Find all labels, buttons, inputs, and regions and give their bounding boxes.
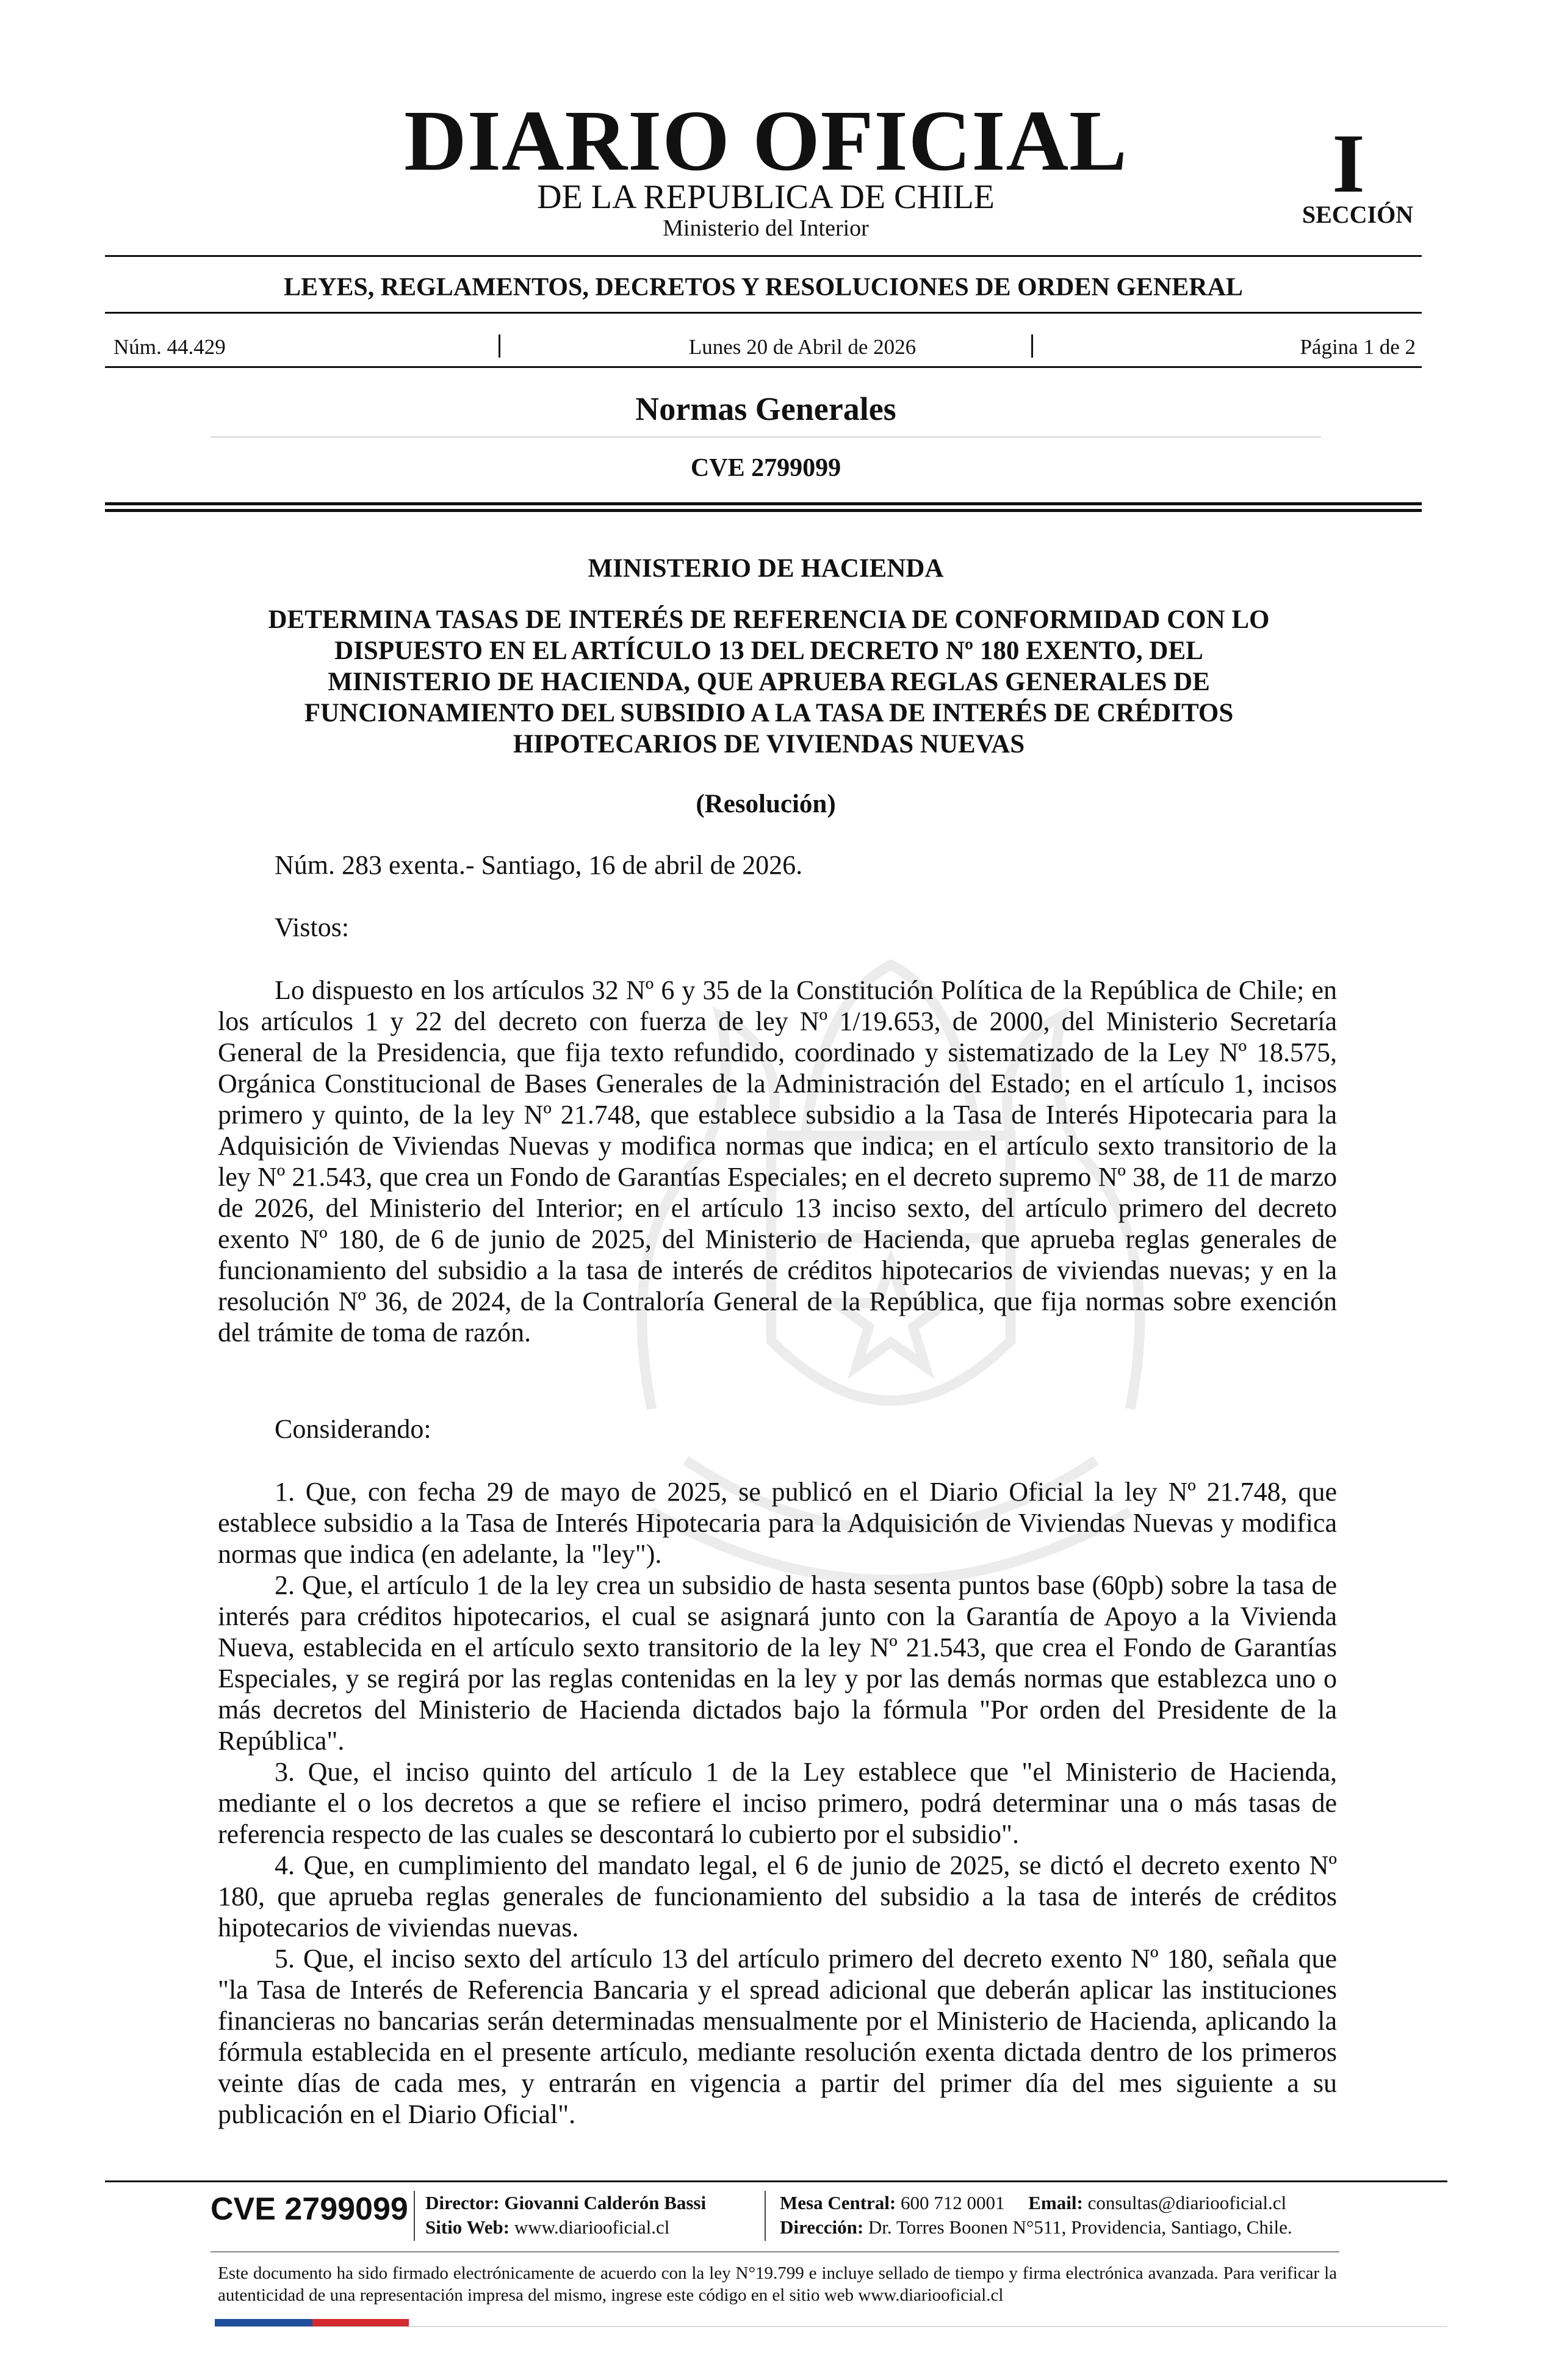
resolution-title-line: FUNCIONAMIENTO DEL SUBSIDIO A LA TASA DE INTERÉS DE CRÉDITOS	[304, 699, 1234, 727]
ministry-heading: MINISTERIO DE HACIENDA	[588, 554, 944, 583]
issue-date: Lunes 20 de Abril de 2026	[688, 335, 917, 359]
footer-director	[425, 2191, 706, 2215]
footer-website	[425, 2216, 669, 2239]
footer-notice-rule	[211, 2251, 1339, 2252]
page-indicator: Página 1 de 2	[1300, 335, 1416, 359]
vistos-paragraph: Lo dispuesto en los artículos 32 Nº 6 y 35 de la Constitución Política de la República de Chile; en los artículos 1 y 22 del decreto con fuerza de ley Nº 1/19.653, de 2000, del Ministerio Secretaría General de la Presidencia, que fija texto refundido, coordinado y sistematizado de la Ley Nº 18.575, Orgánica Constitucional de Bases Generales de la Administración del Estado; en el artículo 1, incisos primero y quinto, de la ley Nº 21.748, que establece subsidio a la Tasa de Interés Hipotecaria para la Adquisición de Viviendas Nuevas y modifica normas que indica; en el artículo sexto transitorio de la ley Nº 21.543, que crea un Fondo de Garantías Especiales; en el decreto supremo Nº 38, de 11 de marzo de 2026, del Ministerio del Interior; en el artículo 13 inciso sexto, del artículo primero del decreto exento Nº 180, de 6 de junio de 2025, del Ministerio de Hacienda, que aprueba reglas generales de funcionamiento del subsidio a la tasa de interés de créditos hipotecarios de viviendas nuevas; y en la resolución Nº 36, de 2024, de la Contraloría General de la República, que fija normas sobre exención del trámite de toma de razón.	[218, 975, 1337, 1347]
issue-number: Núm. 44.429	[113, 335, 226, 359]
footer-website-label: Sitio Web:	[425, 2216, 510, 2238]
footer-director-label: Director:	[425, 2192, 500, 2213]
masthead-ministry: Ministerio del Interior	[663, 215, 869, 241]
meta-separator	[499, 334, 500, 358]
footer-address	[780, 2216, 1292, 2239]
considerandos-list	[218, 1476, 1337, 2130]
resolution-title-line: HIPOTECARIOS DE VIVIENDAS NUEVAS	[513, 730, 1025, 759]
considerando-heading: Considerando:	[275, 1414, 431, 1444]
footer-phone: 600 712 0001	[901, 2192, 1005, 2213]
considerando-item: 5. Que, el inciso sexto del artículo 13 del artículo primero del decreto exento Nº 180, señala que "la Tasa de Interés de Referencia Bancaria y el spread adicional que deberán aplicar las instituciones financieras no bancarias serán determinadas mensualmente por el Ministerio de Hacienda, aplicando la fórmula establecida en el presente artículo, mediante resolución exenta dictada dentro de los primeros veinte días de cada mes, y entrarán en vigencia a partir del primer día del mes siguiente a su publicación en el Diario Oficial".	[218, 1944, 1337, 2129]
resolution-number: Núm. 283 exenta.- Santiago, 16 de abril de 2026.	[275, 850, 803, 880]
footer-cve-code: CVE 2799099	[211, 2191, 408, 2227]
footer-divider	[765, 2191, 766, 2241]
considerando-item: 2. Que, el artículo 1 de la ley crea un subsidio de hasta sesenta puntos base (60pb) sobre la tasa de interés para créditos hipotecarios, el cual se asignará junto con la Garantía de Apoyo a la Vivienda Nueva, establecida en el artículo sexto transitorio de la ley Nº 21.543, que crea el Fondo de Garantías Especiales, y se regirá por las reglas contenidas en la ley y por las demás normas que establezca uno o más decretos del Ministerio de Hacienda dictados bajo la fórmula "Por orden del Presidente de la República".	[218, 1570, 1337, 1756]
footer-email-link[interactable]: consultas@diariooficial.cl	[1087, 2192, 1287, 2213]
section-title-underline	[211, 436, 1321, 438]
resolution-title-line: DISPUESTO EN EL ARTÍCULO 13 DEL DECRETO Nº 180 EXENTO, DEL	[334, 636, 1203, 665]
section-label: SECCIÓN	[1302, 201, 1414, 228]
meta-divider	[105, 366, 1422, 368]
category-heading: LEYES, REGLAMENTOS, DECRETOS Y RESOLUCIONES DE ORDEN GENERAL	[284, 273, 1243, 301]
footer-address-text: Dr. Torres Boonen N°511, Providencia, Santiago, Chile.	[868, 2216, 1292, 2238]
footer-phone-label: Mesa Central:	[780, 2192, 896, 2213]
masthead-divider	[105, 255, 1422, 257]
footer-top-rule	[105, 2180, 1447, 2182]
considerando-item: 1. Que, con fecha 29 de mayo de 2025, se publicó en el Diario Oficial la ley Nº 21.748, que establece subsidio a la Tasa de Interés Hipotecaria para la Adquisición de Viviendas Nuevas y modifica normas que indica (en adelante, la "ley").	[218, 1477, 1337, 1569]
resolution-title	[207, 604, 1330, 760]
footer-contact	[780, 2191, 1286, 2215]
cve-code: CVE 2799099	[690, 454, 841, 482]
footer-email-label: Email:	[1028, 2192, 1083, 2213]
meta-separator	[1031, 334, 1033, 358]
footer-website-link[interactable]: www.diariooficial.cl	[514, 2216, 670, 2238]
footer-director-name: Giovanni Calderón Bassi	[504, 2192, 707, 2213]
masthead-subtitle: DE LA REPUBLICA DE CHILE	[537, 178, 995, 216]
footer-divider	[414, 2191, 415, 2241]
header-double-rule	[105, 509, 1422, 512]
footer-bottom-rule	[215, 2326, 1447, 2327]
footer-legal-notice: Este documento ha sido firmado electrónicamente de acuerdo con la ley N°19.799 e incluye sellado de tiempo y firma electrónica avanzada. Para verificar la autenticidad de una representación impresa del mismo, ingrese este código en el sitio web www.diariooficial.cl	[218, 2263, 1337, 2305]
header-double-rule	[105, 502, 1422, 505]
masthead-title: DIARIO OFICIAL	[404, 92, 1128, 189]
section-number: I	[1332, 117, 1365, 210]
document-type: (Resolución)	[696, 790, 836, 818]
considerando-item: 3. Que, el inciso quinto del artículo 1 de la Ley establece que "el Ministerio de Hacienda, mediante el o los decretos a que se refiere el inciso primero, podrá determinar una o más tasas de referencia respecto de las cuales se descontará lo cubierto por el subsidio".	[218, 1757, 1337, 1849]
vistos-heading: Vistos:	[275, 912, 350, 942]
footer-address-label: Dirección:	[780, 2216, 864, 2238]
resolution-title-line: DETERMINA TASAS DE INTERÉS DE REFERENCIA DE CONFORMIDAD CON LO	[268, 605, 1270, 634]
resolution-title-line: MINISTERIO DE HACIENDA, QUE APRUEBA REGLAS GENERALES DE	[328, 668, 1210, 696]
considerando-item: 4. Que, en cumplimiento del mandato legal, el 6 de junio de 2025, se dictó el decreto exento Nº 180, que aprueba reglas generales de funcionamiento del subsidio a la tasa de interés de créditos hipotecarios de viviendas nuevas.	[218, 1850, 1337, 1942]
section-title: Normas Generales	[635, 391, 896, 427]
category-divider	[105, 312, 1422, 314]
